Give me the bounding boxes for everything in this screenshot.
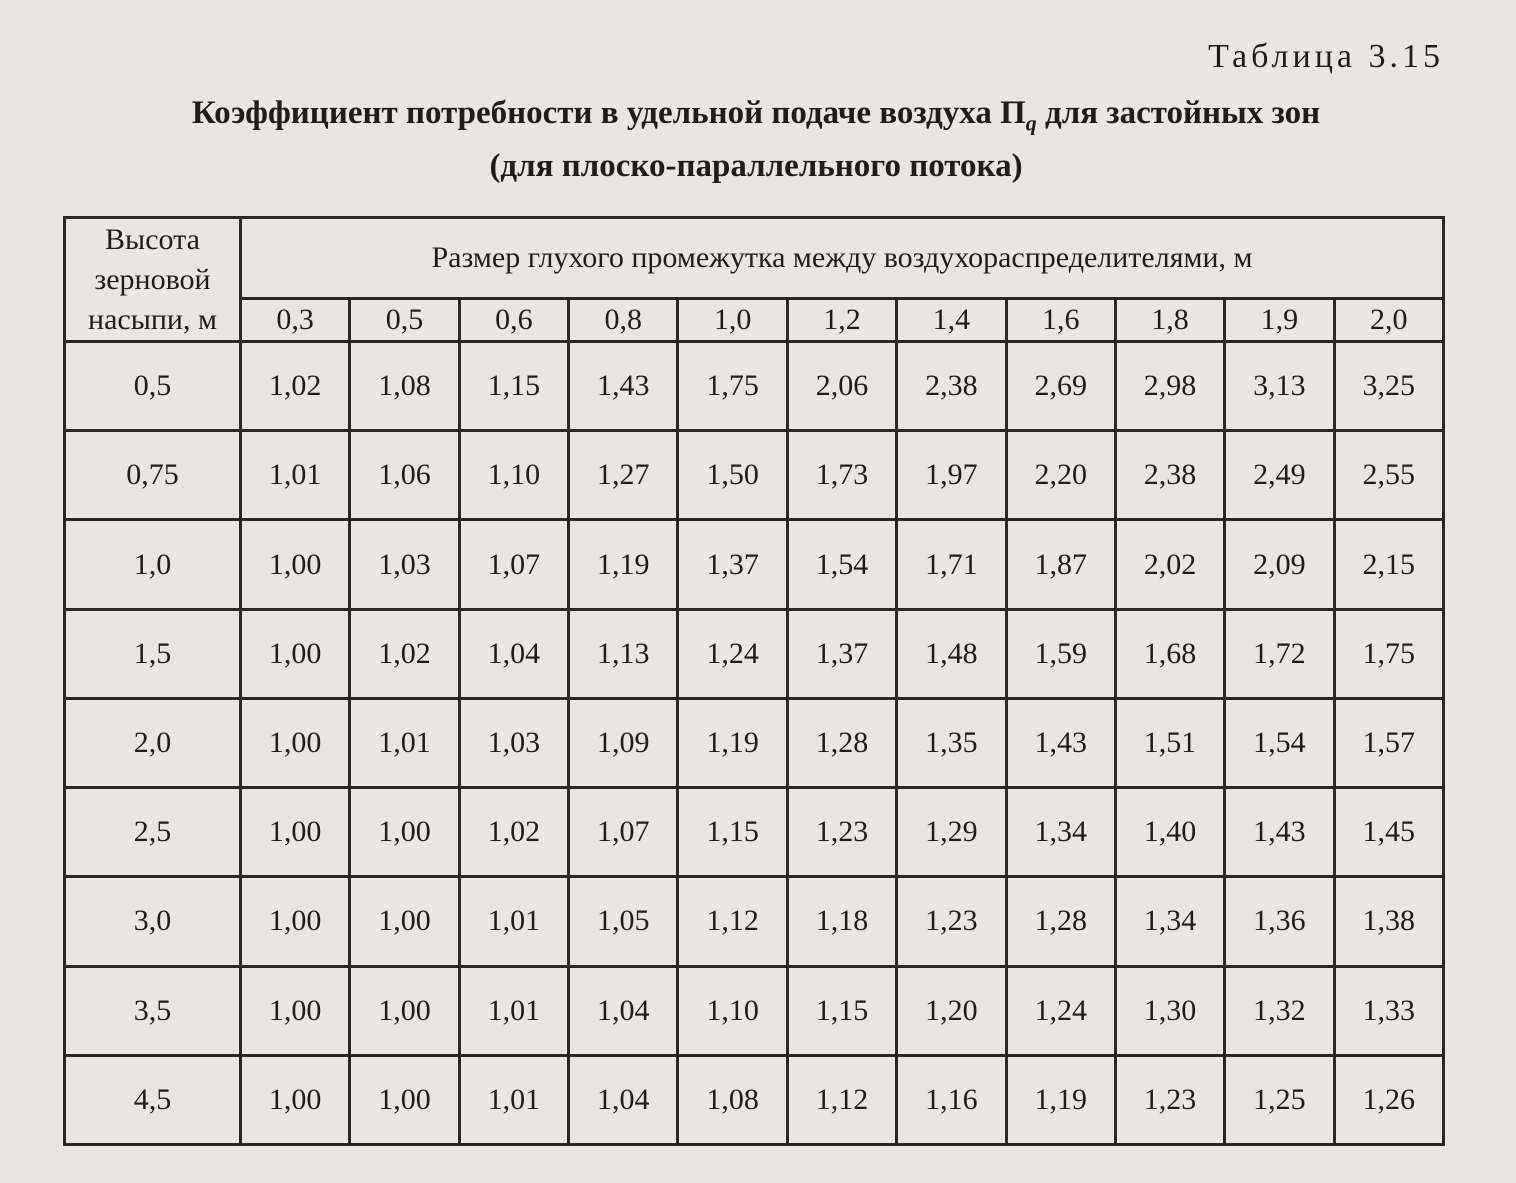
table-cell: 1,28 [787,698,896,787]
row-header-height: 4,5 [65,1055,241,1144]
table-cell: 3,13 [1225,342,1334,431]
row-header-height: 0,5 [65,342,241,431]
table-cell: 1,08 [350,342,459,431]
table-cell: 1,03 [350,520,459,609]
row-header-height: 3,0 [65,877,241,966]
table-cell: 1,10 [678,966,787,1055]
table-cell: 1,09 [569,698,678,787]
coefficient-table [63,216,1445,1146]
table-cell: 1,19 [1006,1055,1115,1144]
caption-subscript: q [1025,110,1037,136]
row-header-height: 2,5 [65,788,241,877]
table-cell: 1,27 [569,431,678,520]
table-row [65,966,1444,1055]
table-cell: 1,24 [678,609,787,698]
table-cell: 1,50 [678,431,787,520]
table-cell: 1,57 [1334,698,1443,787]
table-cell: 1,29 [897,788,1006,877]
table-body [65,342,1444,1145]
column-header: 1,0 [678,299,787,342]
table-cell: 1,75 [1334,609,1443,698]
table-cell: 1,12 [678,877,787,966]
table-cell: 1,07 [569,788,678,877]
table-row [65,877,1444,966]
table-cell: 1,15 [459,342,568,431]
table-cell: 1,00 [350,966,459,1055]
table-cell: 1,37 [787,609,896,698]
table-cell: 1,02 [350,609,459,698]
column-header: 0,8 [569,299,678,342]
column-header: 1,4 [897,299,1006,342]
table-cell: 1,40 [1115,788,1224,877]
table-row [65,609,1444,698]
table-cell: 1,10 [459,431,568,520]
table-cell: 1,00 [241,877,350,966]
table-cell: 1,54 [787,520,896,609]
caption-line1-tail: для застойных зон [1036,95,1321,131]
row-header-height: 1,0 [65,520,241,609]
table-cell: 1,36 [1225,877,1334,966]
table-cell: 1,51 [1115,698,1224,787]
column-header: 0,5 [350,299,459,342]
table-cell: 1,19 [569,520,678,609]
table-cell: 1,04 [459,609,568,698]
row-header-height: 2,0 [65,698,241,787]
column-header: 1,9 [1225,299,1334,342]
column-header: 1,2 [787,299,896,342]
table-row [65,431,1444,520]
column-header: 1,8 [1115,299,1224,342]
table-cell: 1,68 [1115,609,1224,698]
row-header-height: 3,5 [65,966,241,1055]
table-caption [66,92,1446,187]
table-cell: 1,23 [1115,1055,1224,1144]
table-cell: 1,04 [569,966,678,1055]
column-header: 0,6 [459,299,568,342]
table-cell: 2,20 [1006,431,1115,520]
table-cell: 1,00 [241,1055,350,1144]
row-header-height: 0,75 [65,431,241,520]
table-cell: 1,71 [897,520,1006,609]
table-cell: 1,00 [350,1055,459,1144]
table-cell: 1,43 [569,342,678,431]
table-cell: 1,32 [1225,966,1334,1055]
table-cell: 1,00 [241,788,350,877]
table-cell: 1,00 [241,966,350,1055]
table-cell: 2,06 [787,342,896,431]
table-cell: 1,00 [241,698,350,787]
table-cell: 2,15 [1334,520,1443,609]
table-cell: 1,30 [1115,966,1224,1055]
table-cell: 1,34 [1115,877,1224,966]
table-cell: 1,75 [678,342,787,431]
table-cell: 1,48 [897,609,1006,698]
table-cell: 1,43 [1225,788,1334,877]
caption-line1-main: Коэффициент потребности в удельной подаче воздуха П [191,95,1026,131]
table-cell: 1,15 [678,788,787,877]
table-cell: 1,05 [569,877,678,966]
table-cell: 1,43 [1006,698,1115,787]
table-cell: 1,20 [897,966,1006,1055]
corner-header: Высота зерновой насыпи, м [65,218,241,342]
table-number: Таблица 3.15 [1208,38,1444,75]
table-cell: 1,38 [1334,877,1443,966]
table-cell: 2,49 [1225,431,1334,520]
table-cell: 2,98 [1115,342,1224,431]
table-row [65,342,1444,431]
table-cell: 1,33 [1334,966,1443,1055]
table-cell: 1,26 [1334,1055,1443,1144]
table-cell: 1,00 [241,520,350,609]
table-cell: 1,01 [350,698,459,787]
table-cell: 1,01 [459,877,568,966]
table-cell: 1,12 [787,1055,896,1144]
table-cell: 1,24 [1006,966,1115,1055]
table-cell: 1,03 [459,698,568,787]
table-row [65,1055,1444,1144]
table-cell: 1,18 [787,877,896,966]
table-cell: 1,02 [459,788,568,877]
table-cell: 2,55 [1334,431,1443,520]
table-row [65,698,1444,787]
table-cell: 1,01 [459,1055,568,1144]
table-cell: 2,38 [897,342,1006,431]
row-header-height: 1,5 [65,609,241,698]
table-cell: 1,23 [787,788,896,877]
table-cell: 1,73 [787,431,896,520]
table-cell: 2,09 [1225,520,1334,609]
table-cell: 2,38 [1115,431,1224,520]
table-cell: 2,69 [1006,342,1115,431]
table-cell: 1,19 [678,698,787,787]
table-cell: 1,59 [1006,609,1115,698]
table-row [65,520,1444,609]
table-cell: 2,02 [1115,520,1224,609]
column-header: 2,0 [1334,299,1443,342]
caption-line2: (для плоско-параллельного потока) [489,147,1023,184]
table-cell: 1,87 [1006,520,1115,609]
column-header: 0,3 [241,299,350,342]
table-cell: 1,23 [897,877,1006,966]
table-cell: 1,04 [569,1055,678,1144]
table-cell: 1,00 [241,609,350,698]
table-cell: 1,00 [350,877,459,966]
table-cell: 1,15 [787,966,896,1055]
table-cell: 1,97 [897,431,1006,520]
table-cell: 1,01 [241,431,350,520]
table-cell: 1,02 [241,342,350,431]
table-cell: 1,00 [350,788,459,877]
table-cell: 1,07 [459,520,568,609]
table-row [65,788,1444,877]
table-cell: 1,35 [897,698,1006,787]
table-cell: 1,16 [897,1055,1006,1144]
column-header: 1,6 [1006,299,1115,342]
table-cell: 1,08 [678,1055,787,1144]
table-cell: 3,25 [1334,342,1443,431]
table-cell: 1,54 [1225,698,1334,787]
table-cell: 1,06 [350,431,459,520]
group-header: Размер глухого промежутка между воздухораспределителями, м [241,218,1444,299]
table-cell: 1,01 [459,966,568,1055]
table-cell: 1,72 [1225,609,1334,698]
table-cell: 1,34 [1006,788,1115,877]
table-cell: 1,37 [678,520,787,609]
table-cell: 1,45 [1334,788,1443,877]
table-cell: 1,13 [569,609,678,698]
column-header-row [65,299,1444,342]
table-cell: 1,25 [1225,1055,1334,1144]
table-cell: 1,28 [1006,877,1115,966]
